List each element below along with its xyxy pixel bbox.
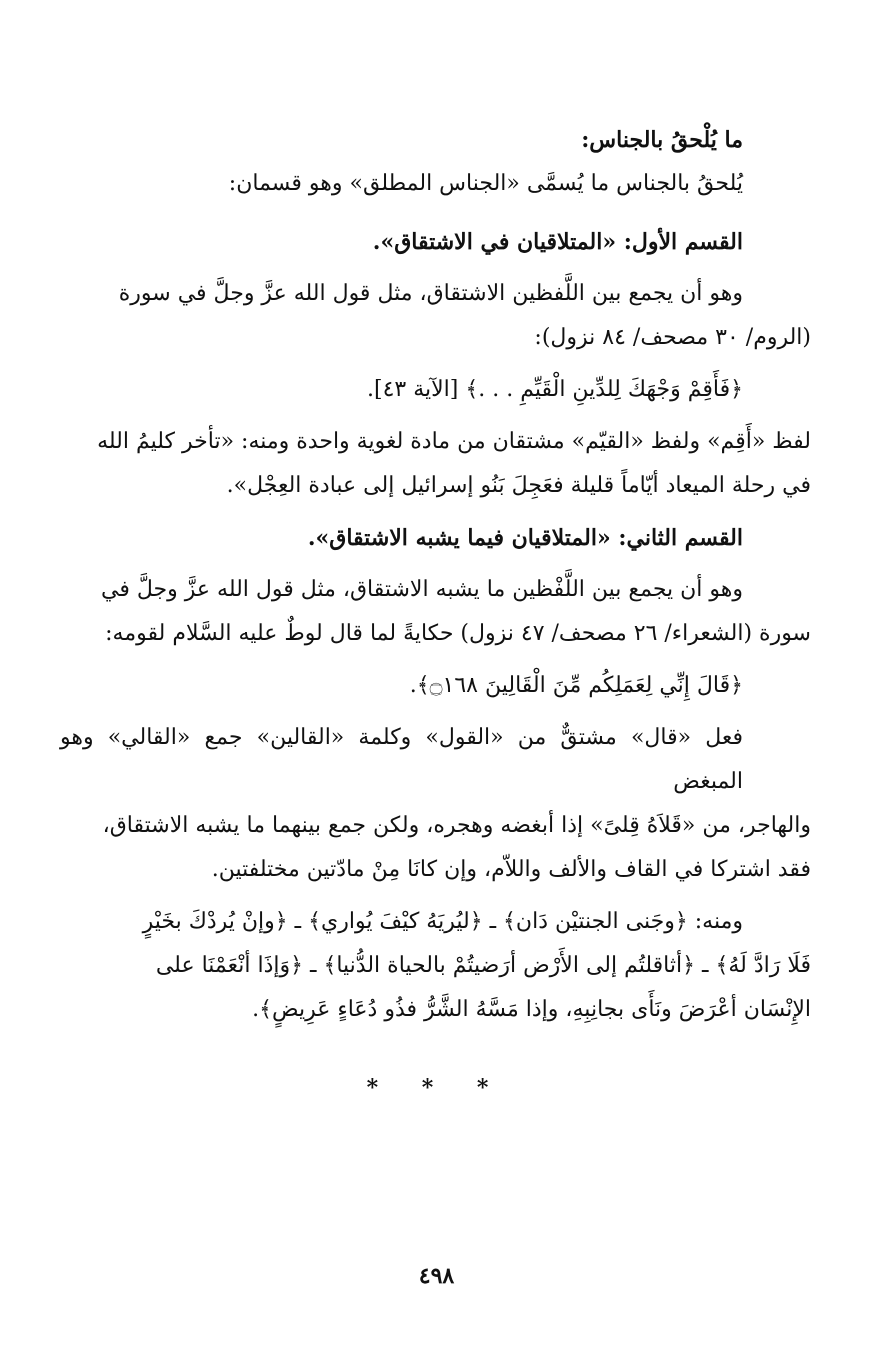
examples-line1: ومنه: ﴿وجَنى الجنتيْن دَان﴾ ـ ﴿ليُريَهُ كيْفَ يُواري﴾ ـ ﴿وإنْ يُردْكَ بخَيْرٍ (142, 909, 743, 934)
part1-paragraph-line2: (الروم/ ٣٠ مصحف/ ٨٤ نزول): (534, 325, 811, 350)
section-title: ما يُلْحقُ بالجناس: (581, 127, 743, 153)
part1-explanation-line2: في رحلة الميعاد أيّاماً قليلة فعَجِلَ بَنُو إسرائيل إلى عبادة العِجْل». (226, 473, 811, 498)
page-number: ٤٩٨ (418, 1263, 455, 1289)
section-separator: * * * (366, 1075, 507, 1101)
part2-explanation-line3: فقد اشتركا في القاف والألف واللاّم، وإن كانَا مِنْ مادّتين مختلفتين. (211, 857, 811, 882)
part2-paragraph-line1: وهو أن يجمع بين اللَّفْظين ما يشبه الاشتقاق، مثل قول الله عزَّ وجلَّ في (101, 577, 743, 602)
part2-explanation-line2: والهاجر، من «قَلاَهُ قِلىً» إذا أبغضه وهجره، ولكن جمع بينهما ما يشبه الاشتقاق، (102, 813, 811, 838)
part2-heading: القسم الثاني: «المتلاقيان فيما يشبه الاشتقاق». (307, 525, 743, 551)
examples-line2: فَلَا رَادَّ لَهُ﴾ ـ ﴿أثاقلتُم إلى الأَرْض أرَضيتُمْ بالحياة الدُّنيا﴾ ـ ﴿وَإذَا أنْعَمْنَا على (155, 953, 811, 978)
part1-heading: القسم الأول: «المتلاقيان في الاشتقاق». (372, 229, 743, 255)
part1-explanation-line1: لفظ «أَقِم» ولفظ «القيّم» مشتقان من مادة لغوية واحدة ومنه: «تأخر كليمُ الله (97, 429, 811, 454)
part2-explanation-line1: فعل «قال» مشتقٌّ من «القول» وكلمة «القالين» جمع «القالي» وهو المبغض (60, 725, 743, 794)
part1-verse: ﴿فَأَقِمْ وَجْهَكَ لِلدِّينِ الْقَيِّمِ . . .﴾ [الآية ٤٣]. (367, 377, 743, 402)
part2-verse: ﴿قَالَ إِنِّي لِعَمَلِكُم مِّنَ الْقَالِينَ ۝١٦٨﴾. (409, 673, 743, 698)
intro-paragraph: يُلحقُ بالجناس ما يُسمَّى «الجناس المطلق» وهو قسمان: (228, 171, 743, 196)
page-body (60, 118, 811, 1032)
part2-paragraph-line2: سورة (الشعراء/ ٢٦ مصحف/ ٤٧ نزول) حكايةً لما قال لوطٌ عليه السَّلام لقومه: (105, 621, 811, 646)
part1-paragraph-line1: وهو أن يجمع بين اللَّفظين الاشتقاق، مثل قول الله عزَّ وجلَّ في سورة (118, 281, 743, 306)
examples-line3: الإِنْسَان أعْرَضَ ونَأَى بجانِبِهِ، وإذا مَسَّهُ الشَّرُّ فذُو دُعَاءٍ عَرِيضٍ﴾. (252, 997, 811, 1022)
